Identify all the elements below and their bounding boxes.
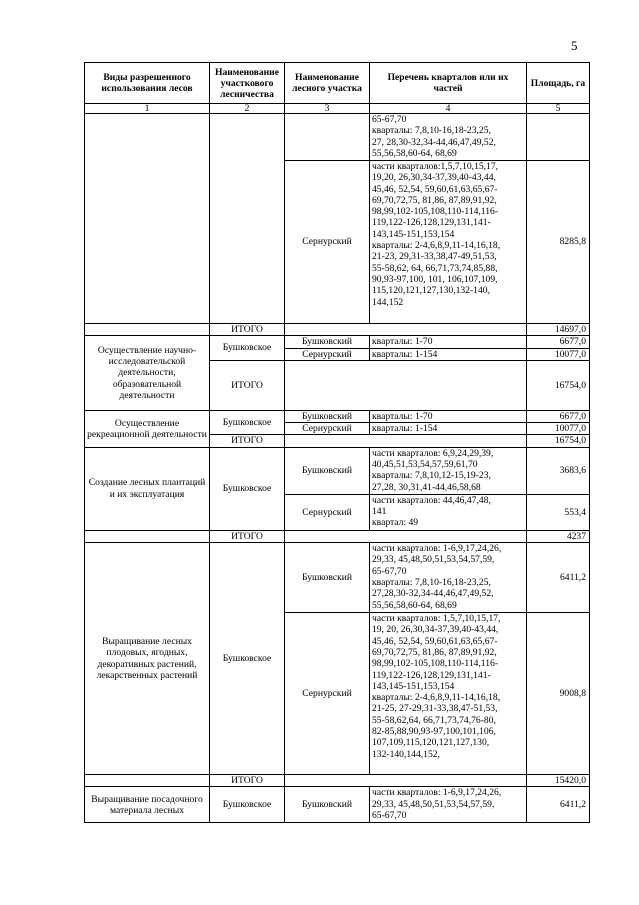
cell-forestry bbox=[210, 114, 285, 324]
cell-forestry: Бушковское bbox=[210, 787, 285, 823]
cell-forest-plot: Бушковский bbox=[285, 787, 370, 823]
col-num-3: 3 bbox=[285, 104, 370, 114]
page-number: 5 bbox=[571, 38, 578, 53]
table-row bbox=[85, 447, 590, 494]
cell-forest-plot bbox=[285, 114, 370, 161]
cell-forest-plot: Бушковский bbox=[285, 543, 370, 613]
cell-forest-plot: Бушковский bbox=[285, 447, 370, 494]
total-row bbox=[85, 775, 590, 787]
cell-forestry: Бушковское bbox=[210, 543, 285, 775]
cell-area: 553,4 bbox=[527, 494, 590, 530]
total-label: ИТОГО bbox=[210, 435, 285, 447]
col-num-5: 5 bbox=[527, 104, 590, 114]
cell-forestry: Бушковское bbox=[210, 410, 285, 435]
cell-area: 10077,0 bbox=[527, 423, 590, 435]
cell-quarters: части кварталов: 6,9,24,29,39, 40,45,51,53,54,57,59,61,70 кварталы: 7,8,10,12-15,19-23, 27,28, 30,31,41-44,46,58,68 bbox=[370, 447, 527, 494]
cell-area: 8285,8 bbox=[527, 161, 590, 324]
total-area: 16754,0 bbox=[527, 435, 590, 447]
cell-quarters: кварталы: 1-154 bbox=[370, 423, 527, 435]
cell-area: 6411,2 bbox=[527, 787, 590, 823]
cell-quarters: части кварталов:1,5,7,10,15,17, 19,20, 26,30,34-37,39,40-43,44, 45,46, 52,54, 59,60,61,63,65,67- 69,70,72,75, 81,86, 87,89,91,92, 98,99,102-105,108,110-114,116- 119,122-126,128,129,131,141- 143,145-151,153,154 кварталы: 2-4,6,8,9,11-14,16,18, 21-23, 29,31-33,38,47-49,51,53, 55-58,62, 64, 66,71,73,74,85,88, 90,93-97,100, 101, 106,107,109, 115,120,121,127,130,132-140, 144,152 bbox=[370, 161, 527, 324]
header-quarters: Перечень кварталов или их частей bbox=[370, 63, 527, 104]
cell-area bbox=[527, 114, 590, 161]
cell-use-type: Выращивание лесных плодовых, ягодных, декоративных растений, лекарственных растений bbox=[85, 543, 210, 775]
cell-area: 3683,6 bbox=[527, 447, 590, 494]
total-label: ИТОГО bbox=[210, 530, 285, 542]
cell-use-type bbox=[85, 530, 210, 542]
cell-empty bbox=[285, 530, 527, 542]
cell-quarters: части кварталов: 1,5,7,10,15,17, 19, 20, 26,30,34-37,39,40-43,44, 45,46, 52,54, 59,60,61,63,65,67- 69,70,72,75, 81,86, 87,89,91,92, 98,99,102-105,108,110-114,116- 119,122-126,128,129,131,141- 143,145-151,153,154 кварталы: 2-4,6,8,9,11-14,16,18, 21-25, 27-29,31-33,38,47-51,53, 55-58,62,64, 66,71,73,74,76-80, 82-85,88,90,93-97,100,101,106, 107,109,115,120,121,127,130, 132-140,144,152, bbox=[370, 613, 527, 775]
cell-forestry: Бушковское bbox=[210, 336, 285, 361]
cell-quarters: кварталы: 1-70 bbox=[370, 336, 527, 348]
cell-quarters: части кварталов: 1-6,9,17,24,26, 29,33, 45,48,50,51,53,54,57,59, 65-67,70 bbox=[370, 787, 527, 823]
total-area: 15420,0 bbox=[527, 775, 590, 787]
cell-quarters: 65-67,70 кварталы: 7,8,10-16,18-23,25, 27, 28,30-32,34-44,46,47,49,52, 55,56,58,60-64, 68,69 bbox=[370, 114, 527, 161]
cell-use-type: Создание лесных плантаций и их эксплуатация bbox=[85, 447, 210, 530]
cell-forestry: Бушковское bbox=[210, 447, 285, 530]
cell-use-type bbox=[85, 114, 210, 324]
table-row bbox=[85, 114, 590, 161]
cell-forest-plot: Бушковский bbox=[285, 410, 370, 422]
header-forest-plot: Наименование лесного участка bbox=[285, 63, 370, 104]
forest-use-table bbox=[84, 62, 590, 823]
column-number-row bbox=[85, 104, 590, 114]
cell-empty bbox=[285, 775, 527, 787]
cell-quarters: кварталы: 1-70 bbox=[370, 410, 527, 422]
cell-forest-plot: Сернурский bbox=[285, 423, 370, 435]
cell-area: 10077,0 bbox=[527, 348, 590, 360]
header-forestry: Наименование участкового лесничества bbox=[210, 63, 285, 104]
total-area: 14697,0 bbox=[527, 324, 590, 336]
cell-quarters: части кварталов: 1-6,9,17,24,26, 29,33, 45,48,50,51,53,54,57,59, 65-67,70 кварталы: 7,8,10-16,18-23,25, 27,28,30-32,34-44,46,47,49,52, 55,56,58,60-64, 68,69 bbox=[370, 543, 527, 613]
table-row bbox=[85, 787, 590, 823]
cell-empty bbox=[285, 360, 527, 410]
total-row bbox=[85, 530, 590, 542]
header-use-type: Виды разрешенного использования лесов bbox=[85, 63, 210, 104]
table-row bbox=[85, 410, 590, 422]
table-row bbox=[85, 336, 590, 348]
cell-quarters: части кварталов: 44,46,47,48, 141 квартал: 49 bbox=[370, 494, 527, 530]
cell-use-type: Осуществление научно-исследовательской деятельности, образовательной деятельности bbox=[85, 336, 210, 411]
cell-forest-plot: Сернурский bbox=[285, 161, 370, 324]
total-row bbox=[85, 324, 590, 336]
cell-use-type bbox=[85, 324, 210, 336]
total-label: ИТОГО bbox=[210, 775, 285, 787]
total-label: ИТОГО bbox=[210, 360, 285, 410]
col-num-1: 1 bbox=[85, 104, 210, 114]
header-area: Площадь, га bbox=[527, 63, 590, 104]
col-num-2: 2 bbox=[210, 104, 285, 114]
cell-forest-plot: Сернурский bbox=[285, 348, 370, 360]
total-area: 4237 bbox=[527, 530, 590, 542]
cell-area: 6677,0 bbox=[527, 410, 590, 422]
cell-use-type bbox=[85, 775, 210, 787]
cell-empty bbox=[285, 324, 527, 336]
total-area: 16754,0 bbox=[527, 360, 590, 410]
cell-empty bbox=[285, 435, 527, 447]
cell-use-type: Выращивание посадочного материала лесных bbox=[85, 787, 210, 823]
cell-forest-plot: Бушковский bbox=[285, 336, 370, 348]
header-row bbox=[85, 63, 590, 104]
table-row bbox=[85, 543, 590, 613]
cell-quarters: кварталы: 1-154 bbox=[370, 348, 527, 360]
cell-forest-plot: Сернурский bbox=[285, 494, 370, 530]
col-num-4: 4 bbox=[370, 104, 527, 114]
cell-use-type: Осуществление рекреационной деятельности bbox=[85, 410, 210, 447]
cell-area: 9008,8 bbox=[527, 613, 590, 775]
cell-forest-plot: Сернурский bbox=[285, 613, 370, 775]
total-label: ИТОГО bbox=[210, 324, 285, 336]
cell-area: 6677,0 bbox=[527, 336, 590, 348]
cell-area: 6411,2 bbox=[527, 543, 590, 613]
